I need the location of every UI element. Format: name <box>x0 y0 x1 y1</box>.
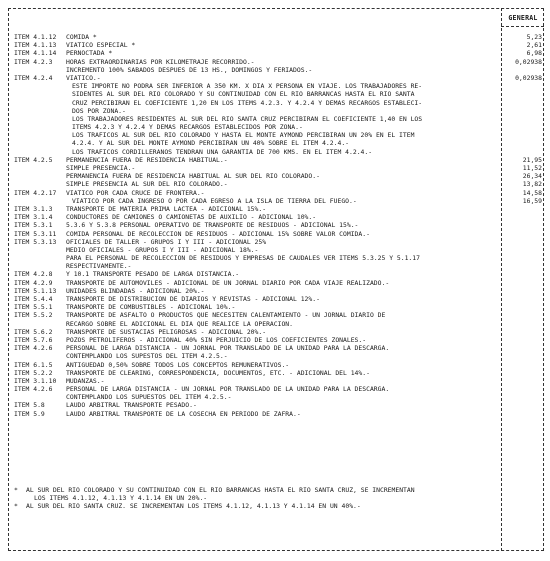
table-row <box>14 352 499 360</box>
item-value <box>504 90 542 98</box>
item-description: OFICIALES DE TALLER - GRUPOS I Y III - ADICIONAL 25% <box>66 237 267 246</box>
item-description: VIATICO POR CADA INGRESO O POR CADA EGRESO A LA ISLA DE TIERRA DEL FUEGO.- <box>72 196 357 205</box>
item-code: ITEM 4.2.9 <box>14 278 53 287</box>
table-row <box>14 393 499 401</box>
table-row <box>14 33 499 41</box>
item-value: 6,98 <box>526 49 542 58</box>
item-code: ITEM 5.5.2 <box>14 311 53 320</box>
item-description: HORAS EXTRAORDINARIAS POR KILOMETRAJE RECORRIDO.- <box>66 57 255 66</box>
table-row <box>14 328 499 336</box>
table-row <box>14 189 499 197</box>
item-code: ITEM 3.1.10 <box>14 376 57 385</box>
table-row <box>14 123 499 131</box>
item-code: ITEM 5.7.6 <box>14 335 53 344</box>
table-row <box>14 164 499 172</box>
table-row <box>14 311 499 319</box>
item-description: TRANSPORTE DE SUSTACIAS PELIGROSAS - ADICIONAL 20%.- <box>66 327 267 336</box>
item-code: ITEM 5.4.4 <box>14 295 53 303</box>
item-value <box>504 205 542 213</box>
item-value: 13,82 <box>522 180 542 189</box>
item-description: LOS TRAFICOS CORDILLERANOS TENDRAN UNA GARANTIA DE 700 KMS. EN EL ITEM 4.2.4.- <box>72 147 373 156</box>
table-row <box>14 131 499 139</box>
item-value: 2,61 <box>526 41 542 50</box>
footnote-asterisk: * <box>14 502 18 511</box>
item-value <box>504 311 542 319</box>
table-row <box>14 320 499 328</box>
item-code: ITEM 4.2.6 <box>14 385 53 394</box>
item-code: ITEM 4.1.13 <box>14 41 57 50</box>
table-row <box>14 41 499 49</box>
item-description: RESPECTIVAMENTE.- <box>66 262 132 271</box>
table-row <box>14 99 499 107</box>
footnote-line <box>14 486 499 494</box>
table-row <box>14 180 499 188</box>
item-code: ITEM 4.1.14 <box>14 49 57 58</box>
item-description: LAUDO ARBITRAL TRANSPORTE DE LA COSECHA EN PERIODO DE ZAFRA.- <box>66 409 301 418</box>
item-value <box>504 328 542 336</box>
items-list <box>14 33 499 418</box>
item-description: VIATICO POR CADA CRUCE DE FRONTERA.- <box>66 188 205 197</box>
table-row <box>14 254 499 262</box>
table-row <box>14 246 499 254</box>
item-value <box>504 295 542 303</box>
item-value <box>504 369 542 377</box>
item-value <box>504 320 542 328</box>
item-value <box>504 139 542 147</box>
table-row <box>14 410 499 418</box>
item-code: ITEM 3.1.4 <box>14 213 53 222</box>
item-value <box>504 303 542 311</box>
item-description: DOS POR ZONA.- <box>72 106 126 115</box>
table-row <box>14 74 499 82</box>
item-value <box>504 115 542 123</box>
item-description: PERSONAL DE LARGA DISTANCIA - UN JORNAL POR TRANSLADO DE LA UNIDAD PARA LA DESCARGA. <box>66 344 390 353</box>
table-row <box>14 213 499 221</box>
item-description: PERSONAL DE LARGA DISTANCIA - UN JORNAL POR TRANSLADO DE LA UNIDAD PARA LA DESCARGA. <box>66 385 390 394</box>
table-row <box>14 238 499 246</box>
item-value: 26,34 <box>522 172 542 181</box>
item-description: LAUDO ARBITRAL TRANSPORTE PESADO.- <box>66 401 197 410</box>
header-divider <box>501 26 544 27</box>
item-description: CONTEMPLANDO LOS SUPUESTOS DEL ITEM 4.2.5.- <box>66 393 232 402</box>
item-value: 0,02938 <box>515 73 542 82</box>
table-row <box>14 156 499 164</box>
item-description: SIMPLE PRESENCIA.- <box>66 164 136 172</box>
table-row <box>14 344 499 352</box>
item-value <box>504 270 542 278</box>
item-value <box>504 410 542 418</box>
item-code: ITEM 4.2.3 <box>14 57 53 66</box>
footnote-asterisk: * <box>14 486 18 494</box>
item-code: ITEM 5.3.1 <box>14 221 53 230</box>
item-value <box>504 393 542 401</box>
item-code: ITEM 5.2.2 <box>14 368 53 377</box>
item-description: ESTE IMPORTE NO PODRA SER INFERIOR A 350 KM. X DIA X PERSONA EN VIAJE. LOS TRABAJADORES RE- <box>72 82 423 91</box>
item-description: CONDUCTORES DE CAMIONES O CAMIONETAS DE AUXILIO - ADICIONAL 10%.- <box>66 213 317 222</box>
item-value: 21,95 <box>522 155 542 164</box>
values-column <box>504 33 542 418</box>
item-code: ITEM 4.2.17 <box>14 188 57 197</box>
table-row <box>14 385 499 393</box>
item-value <box>504 221 542 229</box>
footnote-text: LOS ITEMS 4.1.12, 4.1.13 Y 4.1.14 EN UN 20%.- <box>34 494 208 503</box>
footnote-line <box>14 494 499 502</box>
item-description: SIMPLE PRESENCIA AL SUR DEL RIO COLORADO.- <box>66 180 228 189</box>
table-row <box>14 205 499 213</box>
item-value: 0,02938 <box>515 57 542 66</box>
item-description: CONTEMPLANDO LOS SUPESTOS DEL ITEM 4.2.5.- <box>66 352 228 361</box>
item-description: Y 10.1 TRANSPORTE PESADO DE LARGA DISTANCIA.- <box>66 270 240 279</box>
table-row <box>14 361 499 369</box>
item-value <box>504 82 542 90</box>
item-code: ITEM 4.1.12 <box>14 33 57 41</box>
item-value <box>504 279 542 287</box>
item-value: 16,59 <box>522 196 542 205</box>
column-divider <box>501 8 502 551</box>
item-description: VIATICO ESPECIAL * <box>66 41 136 50</box>
item-description: COMIDA PERSONAL DE RECOLECCION DE RESIDUOS - ADICIONAL 15% SOBRE VALOR COMIDA.- <box>66 229 370 238</box>
table-row <box>14 377 499 385</box>
footnote-line <box>14 502 499 510</box>
item-value <box>504 230 542 238</box>
item-value <box>504 254 542 262</box>
item-code: ITEM 5.3.13 <box>14 237 57 246</box>
item-value <box>504 238 542 246</box>
item-value <box>504 213 542 221</box>
item-code: ITEM 5.3.11 <box>14 229 57 238</box>
item-description: PERNOCTADA * <box>66 49 113 58</box>
item-description: PERMANENCIA FUERA DE RESIDENCIA HABITUAL AL SUR DEL RIO COLORADO.- <box>66 172 320 181</box>
item-description: TRANSPORTE DE COMBUSTIBLES - ADICIONAL 10%.- <box>66 303 236 312</box>
item-description: TRANSPORTE DE AUTOMOVILES - ADICIONAL DE UN JORNAL DIARIO POR CADA VIAJE REALIZADO.- <box>66 278 390 287</box>
item-description: UNIDADES BLINDADAS - ADICIONAL 20%.- <box>66 286 205 295</box>
item-description: TRANSPORTE DE CLEARING, CORRESPONDENCIA, DOCUMENTOS, ETC. - ADICIONAL DEL 14%.- <box>66 368 370 377</box>
item-code: ITEM 5.6.2 <box>14 327 53 336</box>
table-row <box>14 270 499 278</box>
table-row <box>14 49 499 57</box>
table-row <box>14 279 499 287</box>
item-description: POZOS PETROLIFEROS - ADICIONAL 40% SIN PERJUICIO DE LOS COEFICIENTES ZONALES.- <box>66 335 367 344</box>
table-row <box>14 82 499 90</box>
item-description: TRANSPORTE DE ASFALTO O PRODUCTOS QUE NECESITEN CALENTAMIENTO - UN JORNAL DIARIO DE <box>66 311 386 320</box>
footnote-text: AL SUR DEL RIO COLORADO Y SU CONTINUIDAD CON EL RIO BARRANCAS HASTA EL RIO SANTA CRUZ, SE INCREMENTAN <box>26 486 415 494</box>
item-value: 11,52 <box>522 164 542 172</box>
item-value <box>504 287 542 295</box>
item-value <box>504 344 542 352</box>
item-value <box>504 336 542 344</box>
item-value <box>504 148 542 156</box>
item-description: ITEMS 4.2.3 Y 4.2.4 Y DEMAS RECARGOS ESTABLECIDOS POR ZONA.- <box>72 123 303 132</box>
footnotes <box>14 486 499 511</box>
table-row <box>14 303 499 311</box>
item-value <box>504 66 542 74</box>
item-description: TRANSPORTE DE MATERIA PRIMA LACTEA - ADICIONAL 15%.- <box>66 204 267 213</box>
item-code: ITEM 4.2.8 <box>14 270 53 279</box>
item-value <box>504 99 542 107</box>
item-value <box>504 361 542 369</box>
table-row <box>14 66 499 74</box>
item-value: 5,23 <box>526 33 542 41</box>
item-description: RECARGO SOBRE EL ADICIONAL EL DIA QUE REALICE LA OPERACION. <box>66 319 294 328</box>
item-code: ITEM 6.1.5 <box>14 360 53 369</box>
item-description: MUDANZAS.- <box>66 376 105 385</box>
item-code: ITEM 5.8 <box>14 401 45 410</box>
item-value <box>504 107 542 115</box>
item-description: MEDIO OFICIALES - GRUPOS I Y III - ADICIONAL 18%.- <box>66 245 259 254</box>
table-row <box>14 172 499 180</box>
item-description: PERMANENCIA FUERA DE RESIDENCIA HABITUAL.- <box>66 155 228 164</box>
table-row <box>14 221 499 229</box>
table-row <box>14 401 499 409</box>
item-description: 4.2.4. Y AL SUR DEL MONTE AYMOND PERCIBIRAN UN 40% SOBRE EL ITEM 4.2.4.- <box>72 139 350 148</box>
table-row <box>14 148 499 156</box>
item-code: ITEM 4.2.6 <box>14 344 53 353</box>
column-header-general: GENERAL <box>508 14 538 22</box>
item-description: SIDENTES AL SUR DEL RIO COLORADO Y SU CONTINUIDAD CON EL RIO BARRANCAS HASTA EL RIO SANTA <box>72 90 415 99</box>
item-description: LOS TRABAJADORES RESIDENTES AL SUR DEL RIO SANTA CRUZ PERCIBIRAN EL COEFICIENTE 1,40 EN LOS <box>72 114 423 123</box>
table-row <box>14 115 499 123</box>
item-value <box>504 352 542 360</box>
item-description: TRANSPORTE DE DISTRIBUCION DE DIARIOS Y REVISTAS - ADICIONAL 12%.- <box>66 295 320 303</box>
item-description: LOS TRAFICOS AL SUR DEL RIO COLORADO Y HASTA EL MONTE AYMOND PERCIBIRAN UN 20% EN EL ITEM <box>72 131 415 140</box>
table-row <box>14 107 499 115</box>
item-description: 5.3.6 Y 5.3.8 PERSONAL OPERATIVO DE TRANSPORTE DE RESIDUOS - ADICIONAL 15%.- <box>66 221 359 230</box>
table-row <box>14 287 499 295</box>
item-description: PARA EL PERSONAL DE RECOLECCION DE RESIDUOS Y EMPRESAS DE CAUDALES VER ITEMS 5.3.25 Y 5.1.17 <box>66 254 420 263</box>
item-code: ITEM 4.2.5 <box>14 155 53 164</box>
table-row <box>14 230 499 238</box>
item-code: ITEM 5.5.1 <box>14 303 53 312</box>
item-value <box>504 385 542 393</box>
item-description: ANTIGUEDAD 0,50% SOBRE TODOS LOS CONCEPTOS REMUNERATIVOS.- <box>66 360 290 369</box>
table-row <box>14 58 499 66</box>
table-row <box>14 336 499 344</box>
table-row <box>14 139 499 147</box>
item-description: INCREMENTO 100% SABADOS DESPUES DE 13 HS., DOMINGOS Y FERIADOS.- <box>66 65 313 74</box>
item-code: ITEM 5.9 <box>14 409 45 418</box>
item-value <box>504 377 542 385</box>
item-code: ITEM 3.1.3 <box>14 204 53 213</box>
item-value <box>504 131 542 139</box>
table-row <box>14 90 499 98</box>
table-row <box>14 369 499 377</box>
table-row <box>14 197 499 205</box>
item-value: 14,58 <box>522 188 542 197</box>
item-code: ITEM 4.2.4 <box>14 73 53 82</box>
item-code: ITEM 5.1.13 <box>14 286 57 295</box>
table-row <box>14 262 499 270</box>
table-row <box>14 295 499 303</box>
item-description: CRUZ PERCIBIRAN EL COEFICIENTE 1,20 EN LOS ITEMS 4.2.3. Y 4.2.4 Y DEMAS RECARGOS ESTABLECI- <box>72 98 423 107</box>
item-value <box>504 401 542 409</box>
item-description: COMIDA * <box>66 33 97 41</box>
item-description: VIATICO.- <box>66 73 101 82</box>
item-value <box>504 262 542 270</box>
item-value <box>504 123 542 131</box>
item-value <box>504 246 542 254</box>
footnote-text: AL SUR DEL RIO SANTA CRUZ. SE INCREMENTAN LOS ITEMS 4.1.12, 4.1.13 Y 4.1.14 EN UN 40%.- <box>26 502 361 511</box>
